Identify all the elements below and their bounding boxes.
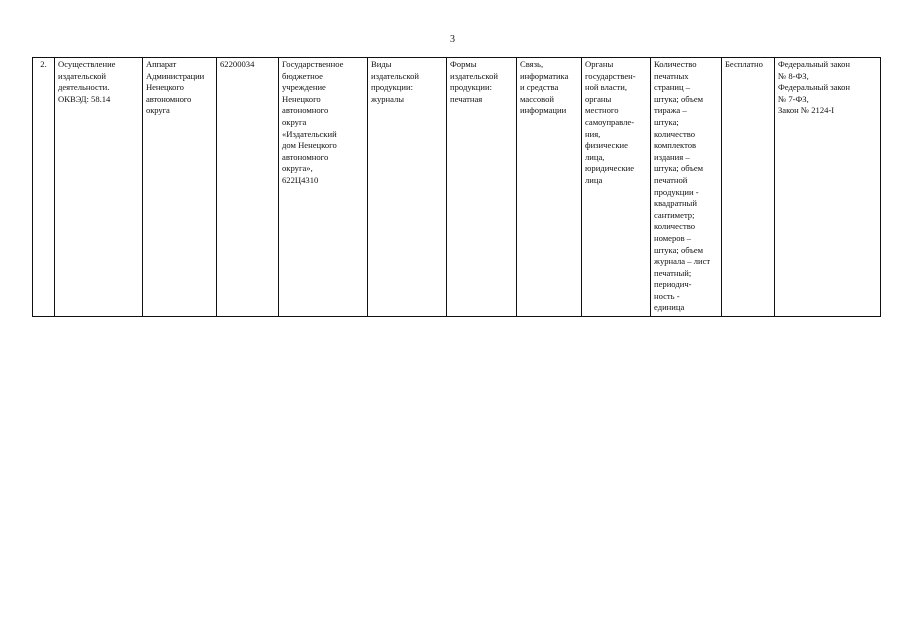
cell-payment: Бесплатно	[722, 58, 775, 317]
cell-registry-code: 62200034	[217, 58, 279, 317]
cell-activity: Осуществление издательской деятельности. ОКВЭД: 58.14	[55, 58, 143, 317]
cell-authority: Аппарат Администрации Ненецкого автономного округа	[143, 58, 217, 317]
cell-product-forms: Формы издательской продукции: печатная	[447, 58, 517, 317]
page-number: 3	[450, 34, 455, 45]
cell-sphere: Связь, информатика и средства массовой информации	[517, 58, 582, 317]
cell-legal-basis: Федеральный закон № 8-ФЗ, Федеральный закон № 7-ФЗ, Закон № 2124-I	[775, 58, 881, 317]
cell-institution: Государственное бюджетное учреждение Ненецкого автономного округа «Издательский дом Ненецкого автономного округа», 622Ц4310	[279, 58, 368, 317]
cell-row-number: 2.	[33, 58, 55, 317]
cell-consumers: Органы государствен- ной власти, органы местного самоуправле- ния, физические лица, юридические лица	[582, 58, 651, 317]
table-row	[33, 58, 881, 317]
cell-volume-indicators: Количество печатных страниц – штука; объем тиража – штука; количество комплектов издания – штука; объем печатной продукции - квадратный сантиметр; количество номеров – штука; объем журнала – лист печатный; периодич- ность - единица	[651, 58, 722, 317]
services-registry-table	[32, 57, 881, 317]
cell-product-types: Виды издательской продукции: журналы	[368, 58, 447, 317]
